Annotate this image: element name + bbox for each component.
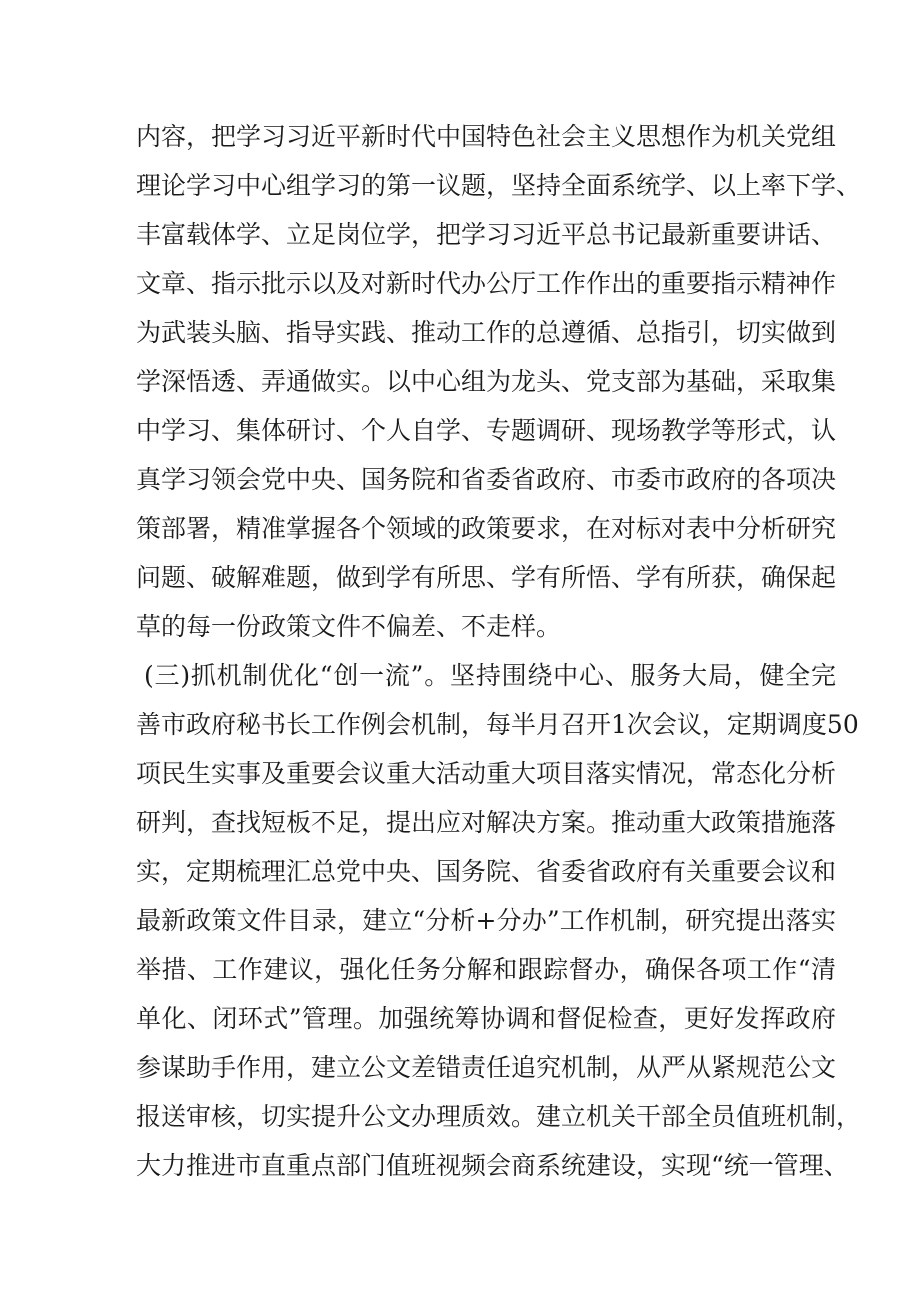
paragraph-line: 文章、指示批示以及对新时代办公厅工作作出的重要指示精神作 [136, 269, 837, 298]
document-body [136, 112, 862, 1190]
paragraph-line: 中学习、集体研讨、个人自学、专题调研、现场教学等形式，认 [136, 416, 837, 445]
paragraph-line: 问题、破解难题，做到学有所思、学有所悟、学有所获，确保起 [136, 563, 837, 592]
paragraph-2 [136, 651, 862, 1190]
paragraph-line: 研判，查找短板不足，提出应对解决方案。推动重大政策措施落 [136, 808, 837, 837]
paragraph-line: 真学习领会党中央、国务院和省委省政府、市委市政府的各项决 [136, 465, 837, 494]
paragraph-line: 单化、闭环式”管理。加强统筹协调和督促检查，更好发挥政府 [136, 1004, 836, 1033]
paragraph-1 [136, 112, 862, 651]
paragraph-line: 内容，把学习习近平新时代中国特色社会主义思想作为机关党组 [136, 122, 837, 151]
section-heading-line: (三)抓机制优化“创一流”。坚持围绕中心、服务大局，健全完 [144, 661, 836, 690]
paragraph-line: 举措、工作建议，强化任务分解和跟踪督办，确保各项工作“清 [136, 955, 836, 984]
paragraph-line: 最新政策文件目录，建立“分析+分办”工作机制，研究提出落实 [136, 906, 836, 935]
paragraph-line: 学深悟透、弄通做实。以中心组为龙头、党支部为基础，采取集 [136, 367, 837, 396]
paragraph-line: 项民生实事及重要会议重大活动重大项目落实情况，常态化分析 [136, 759, 837, 788]
paragraph-line: 善市政府秘书长工作例会机制，每半月召开1次会议，定期调度50 [136, 710, 859, 739]
paragraph-line: 丰富载体学、立足岗位学，把学习习近平总书记最新重要讲话、 [136, 220, 837, 249]
paragraph-line: 参谋助手作用，建立公文差错责任追究机制，从严从紧规范公文 [136, 1053, 837, 1082]
paragraph-line: 大力推进市直重点部门值班视频会商系统建设，实现“统一管理、 [136, 1151, 849, 1180]
paragraph-line: 实，定期梳理汇总党中央、国务院、省委省政府有关重要会议和 [136, 857, 837, 886]
paragraph-line: 理论学习中心组学习的第一议题，坚持全面系统学、以上率下学、 [136, 171, 862, 200]
paragraph-line: 报送审核，切实提升公文办理质效。建立机关干部全员值班机制， [136, 1102, 862, 1131]
paragraph-line: 策部署，精准掌握各个领域的政策要求，在对标对表中分析研究 [136, 514, 837, 543]
paragraph-line: 草的每一份政策文件不偏差、不走样。 [136, 612, 562, 641]
paragraph-line: 为武装头脑、指导实践、推动工作的总遵循、总指引，切实做到 [136, 318, 837, 347]
